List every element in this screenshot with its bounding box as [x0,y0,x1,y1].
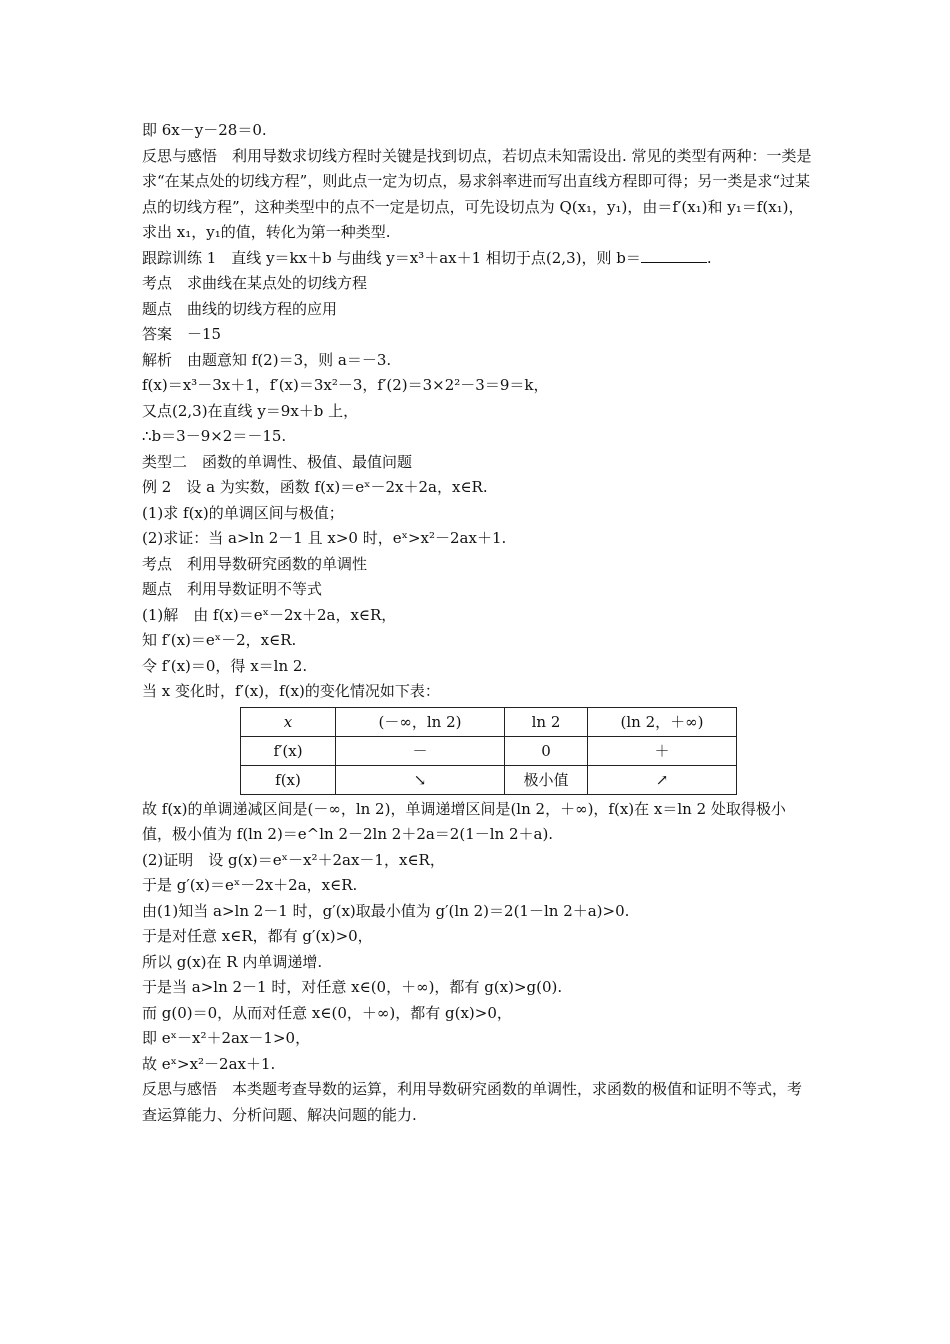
section-heading: 类型二 函数的单调性、极值、最值问题 [142,452,413,471]
table-cell: 0 [505,736,588,765]
text-line: 又点(2,3)在直线 y＝9x＋b 上， [142,401,359,420]
text-line: f(x)＝x³－3x＋1，f′(x)＝3x²－3，f′(2)＝3×2²－3＝9＝k， [142,376,549,394]
table-cell: ＋ [588,736,737,765]
question-part-2: (2)求证：当 a>ln 2－1 且 x>0 时，eˣ>x²－2ax＋1. [142,529,507,547]
text-line: ∴b＝3－9×2＝－15. [142,427,287,445]
table-cell: (－∞，ln 2) [336,707,505,736]
variation-table [240,707,737,795]
text-line: 于是 g′(x)＝eˣ－2x＋2a，x∈R. [142,876,358,894]
table-cell: 极小值 [505,765,588,794]
table-cell: x [241,707,336,736]
subtopic-line: 题点 曲线的切线方程的应用 [142,299,338,318]
table-row [241,707,737,736]
proof-line: (2)证明 设 g(x)＝eˣ－x²＋2ax－1，x∈R， [142,850,445,869]
analysis-line: 解析 由题意知 f(2)＝3，则 a＝－3. [142,350,392,369]
text-line: 而 g(0)＝0，从而对任意 x∈(0，＋∞)，都有 g(x)>0， [142,1003,512,1022]
question-part-1: (1)求 f(x)的单调区间与极值； [142,503,344,522]
document-body [142,118,814,1128]
subtopic-line: 题点 利用导数证明不等式 [142,580,323,598]
text-line: 即 6x－y－28＝0. [142,121,267,139]
practice-question-text: 跟踪训练 1 直线 y＝kx＋b 与曲线 y＝x³＋ax＋1 相切于点(2,3)，则 b＝ [142,248,641,267]
text-line: 于是当 a>ln 2－1 时，对任意 x∈(0，＋∞)，都有 g(x)>g(0). [142,978,563,996]
answer-line: 答案 －15 [142,325,222,343]
text-line: 于是对任意 x∈R，都有 g′(x)>0， [142,927,373,945]
topic-line: 考点 求曲线在某点处的切线方程 [142,274,368,292]
table-cell: ↘ [336,765,505,794]
text-line: 所以 g(x)在 R 内单调递增. [142,952,323,971]
table-row [241,736,737,765]
text-line: 当 x 变化时，f′(x)，f(x)的变化情况如下表： [142,682,440,700]
answer-blank [641,246,707,263]
text-line: 故 eˣ>x²－2ax＋1. [142,1054,276,1073]
practice-question [142,246,814,272]
text-line: 知 f′(x)＝eˣ－2，x∈R. [142,631,297,649]
text-line: 即 eˣ－x²＋2ax－1>0， [142,1029,311,1047]
table-cell: ln 2 [505,707,588,736]
reflection-paragraph: 反思与感悟 利用导数求切线方程时关键是找到切点，若切点未知需设出. 常见的类型有两种：一类是求“在某点处的切线方程”，则此点一定为切点，易求斜率进而写出直线方程即可得；另一类是求“过某点的切线方程”，这种类型中的点不一定是切点，可先设切点为 Q(x₁，y₁)，由＝f′(x₁)和 y₁＝f(x₁)，求出 x₁，y₁的值，转化为第一种类型. [142,146,812,241]
practice-question-suffix: . [706,248,712,267]
text-line: 令 f′(x)＝0，得 x＝ln 2. [142,656,308,675]
example-line: 例 2 设 a 为实数，函数 f(x)＝eˣ－2x＋2a，x∈R. [142,478,488,496]
table-cell: (ln 2，＋∞) [588,707,737,736]
solution-line: (1)解 由 f(x)＝eˣ－2x＋2a，x∈R， [142,605,397,624]
table-cell: － [336,736,505,765]
table-row [241,765,737,794]
table-cell: f(x) [241,765,336,794]
reflection-paragraph: 反思与感悟 本类题考查导数的运算，利用导数研究函数的单调性，求函数的极值和证明不等式，考查运算能力、分析问题、解决问题的能力. [142,1080,803,1124]
table-cell: ↗ [588,765,737,794]
table-cell: f′(x) [241,736,336,765]
text-line: 由(1)知当 a>ln 2－1 时，g′(x)取最小值为 g′(ln 2)＝2(1－ln 2＋a)>0. [142,901,630,920]
topic-line: 考点 利用导数研究函数的单调性 [142,554,368,573]
conclusion-paragraph: 故 f(x)的单调递减区间是(－∞，ln 2)，单调递增区间是(ln 2，＋∞)，f(x)在 x＝ln 2 处取得极小值，极小值为 f(ln 2)＝e^ln 2－2ln 2＋2a＝2(1－ln 2＋a). [142,799,786,843]
